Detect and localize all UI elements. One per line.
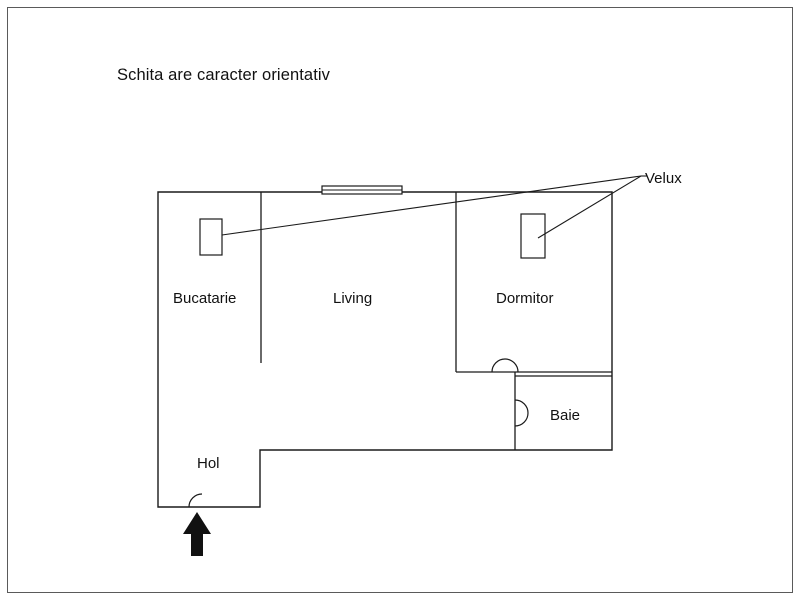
page-title: Schita are caracter orientativ [117,66,331,84]
velux-leader-bedroom [538,176,641,238]
room-label-hallway: Hol [197,455,220,472]
room-label-bedroom: Dormitor [496,290,554,307]
room-label-living: Living [333,290,373,307]
window-living [322,186,402,194]
door-bathroom [515,400,528,426]
velux-leader-kitchen [222,176,641,235]
skylight-kitchen [200,219,222,255]
door-bedroom [492,359,518,372]
entrance-arrow [183,512,211,556]
door-entrance [189,494,202,507]
annotation-label-velux: Velux [645,170,682,187]
room-label-bathroom: Baie [550,407,581,424]
room-label-kitchen: Bucatarie [173,290,237,307]
